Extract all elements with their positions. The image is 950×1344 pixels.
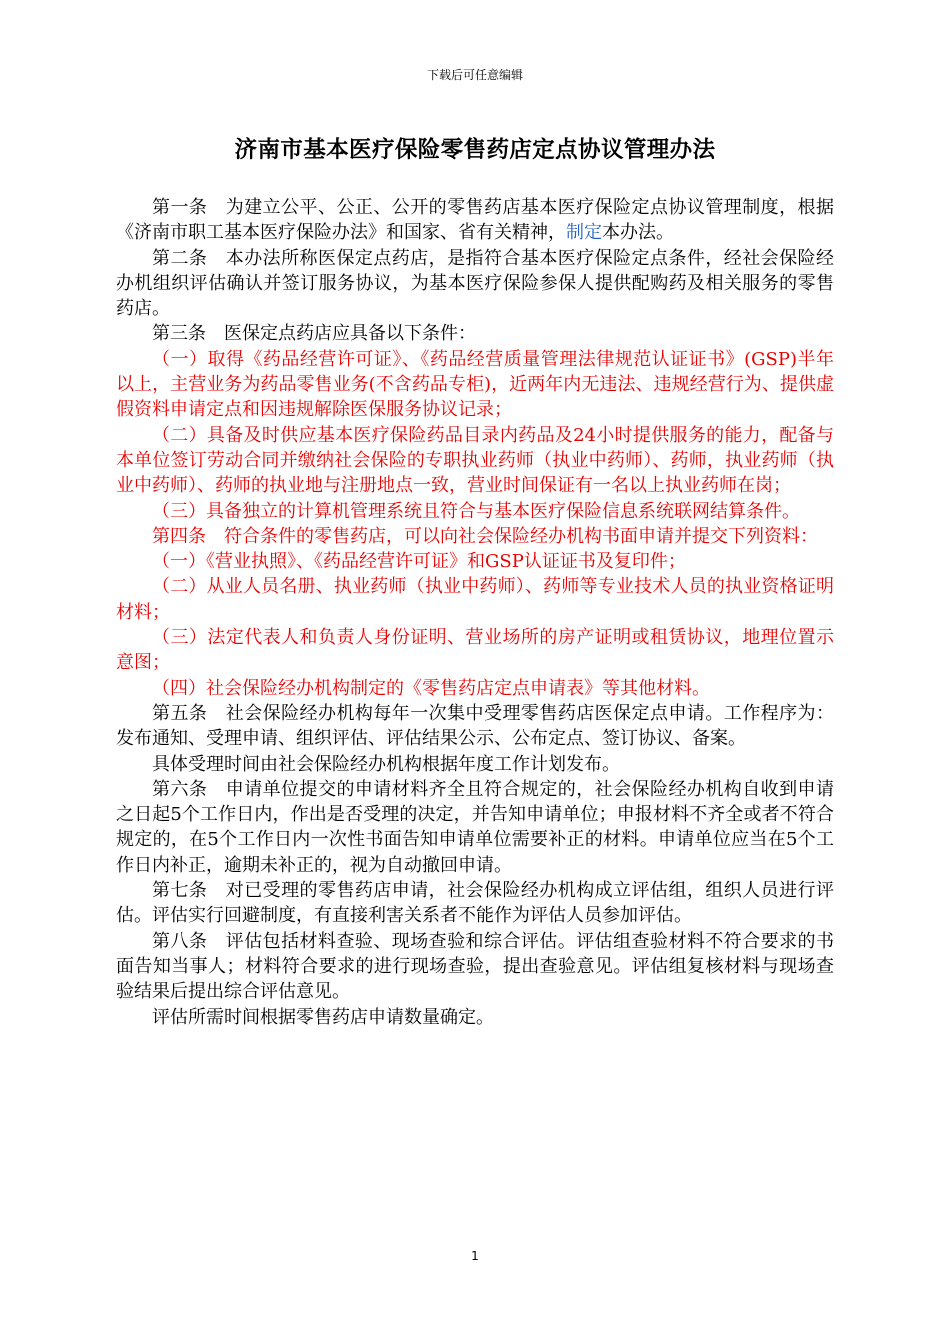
article-2: 第二条 本办法所称医保定点药店，是指符合基本医疗保险定点条件，经社会保险经办机组织评估确认并签订服务协议，为基本医疗保险参保人提供配购药及相关服务的零售药店。 bbox=[116, 247, 834, 320]
article-3: 第三条 医保定点药店应具备以下条件： bbox=[152, 323, 476, 345]
article-8: 第八条 评估包括材料查验、现场查验和综合评估。评估组查验材料不符合要求的书面告知当事人；材料符合要求的进行现场查验，提出查验意见。评估组复核材料与现场查验结果后提出综合评估意见。 bbox=[116, 930, 834, 1003]
article-1-highlight: 制定 bbox=[566, 222, 602, 244]
header-note: 下载后可任意编辑 bbox=[426, 68, 523, 82]
article-1-end: 本办法。 bbox=[602, 222, 674, 244]
article-4-item-1: （一）《营业执照》、《药品经营许可证》和GSP认证证书及复印件； bbox=[152, 551, 686, 573]
article-4-item-3: （三）法定代表人和负责人身份证明、营业场所的房产证明或租赁协议，地理位置示意图； bbox=[116, 627, 834, 674]
document-title: 济南市基本医疗保险零售药店定点协议管理办法 bbox=[234, 137, 716, 163]
article-3-item-3: （三）具备独立的计算机管理系统且符合与基本医疗保险信息系统联网结算条件。 bbox=[152, 500, 800, 522]
article-1 bbox=[116, 195, 834, 246]
article-3-item-1: （一）取得《药品经营许可证》、《药品经营质量管理法律规范认证证书》(GSP)半年以上，主营业务为药品零售业务(不含药品专柜)，近两年内无违法、违规经营行为、提供虚假资料申请定点和因违规解除医保服务协议记录； bbox=[116, 348, 834, 421]
article-7: 第七条 对已受理的零售药店申请，社会保险经办机构成立评估组，组织人员进行评估。评估实行回避制度，有直接利害关系者不能作为评估人员参加评估。 bbox=[116, 880, 834, 927]
article-5-note: 具体受理时间由社会保险经办机构根据年度工作计划发布。 bbox=[152, 753, 620, 775]
article-4: 第四条 符合条件的零售药店，可以向社会保险经办机构书面申请并提交下列资料： bbox=[152, 525, 818, 547]
article-4-item-4: （四）社会保险经办机构制定的《零售药店定点申请表》等其他材料。 bbox=[152, 677, 710, 699]
page-number: 1 bbox=[471, 1249, 479, 1263]
article-8-note: 评估所需时间根据零售药店申请数量确定。 bbox=[152, 1006, 494, 1028]
article-4-item-2: （二）从业人员名册、执业药师（执业中药师）、药师等专业技术人员的执业资格证明材料； bbox=[116, 576, 834, 623]
article-3-item-2: （二）具备及时供应基本医疗保险药品目录内药品及24小时提供服务的能力，配备与本单位签订劳动合同并缴纳社会保险的专职执业药师（执业中药师）、药师，执业药师（执业中药师）、药师的执业地与注册地点一致，营业时间保证有一名以上执业药师在岗； bbox=[116, 424, 834, 497]
article-1-text: 第一条 为建立公平、公正、公开的零售药店基本医疗保险定点协议管理制度，根据《济南市职工基本医疗保险办法》和国家、省有关精神， bbox=[116, 197, 834, 244]
document-body bbox=[116, 195, 834, 1030]
article-6: 第六条 申请单位提交的申请材料齐全且符合规定的，社会保险经办机构自收到申请之日起5个工作日内，作出是否受理的决定，并告知申请单位；申报材料不齐全或者不符合规定的，在5个工作日内一次性书面告知申请单位需要补正的材料。申请单位应当在5个工作日内补正，逾期未补正的，视为自动撤回申请。 bbox=[116, 778, 834, 876]
article-5: 第五条 社会保险经办机构每年一次集中受理零售药店医保定点申请。工作程序为：发布通知、受理申请、组织评估、评估结果公示、公布定点、签订协议、备案。 bbox=[116, 702, 834, 750]
